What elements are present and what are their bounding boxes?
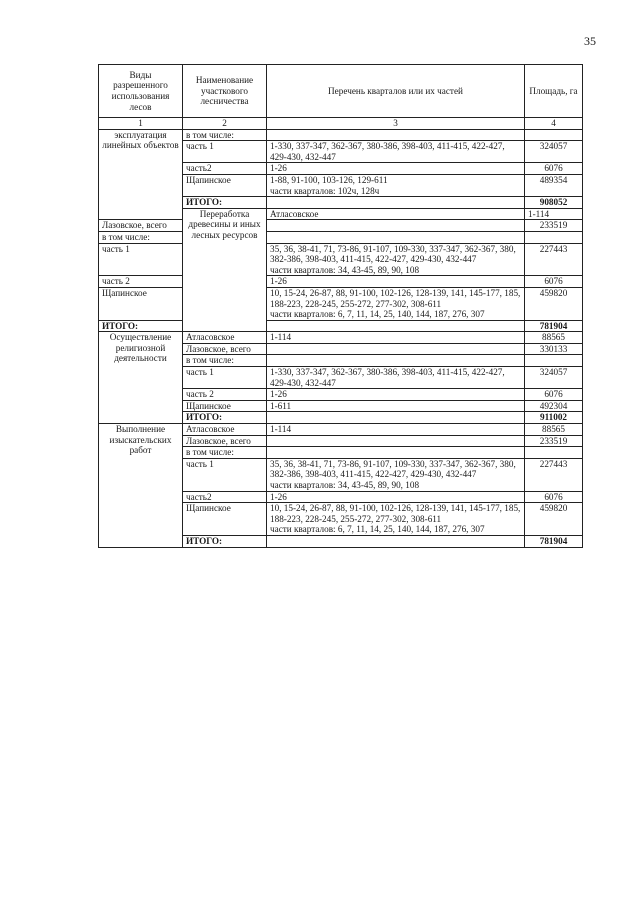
forestry-name-cell: Щапинское — [99, 287, 183, 320]
use-type-cell: эксплуатация линейных объектов — [99, 129, 183, 220]
area-cell: 88565 — [525, 424, 583, 436]
total-label-cell: ИТОГО: — [183, 412, 267, 424]
forestry-name-cell: часть 1 — [99, 243, 183, 276]
table-row — [99, 424, 583, 436]
table-row — [99, 287, 583, 320]
use-type-cell: Переработка древесины и иных лесных ресурсов — [183, 208, 267, 332]
area-cell: 6076 — [525, 491, 583, 503]
total-label-cell: ИТОГО: — [183, 535, 267, 547]
column-number: 1 — [99, 118, 183, 130]
quarters-cell: 1-330, 337-347, 362-367, 380-386, 398-403, 411-415, 422-427, 429-430, 432-447 — [267, 367, 525, 389]
table-row — [99, 243, 583, 276]
forestry-name-cell: Лазовское, всего — [183, 343, 267, 355]
area-cell: 233519 — [525, 435, 583, 447]
area-cell: 6076 — [525, 389, 583, 401]
quarters-cell: 1-114 — [267, 332, 525, 344]
column-number: 3 — [267, 118, 525, 130]
table-row — [99, 231, 583, 243]
quarters-cell: 1-611 — [267, 400, 525, 412]
area-cell: 324057 — [525, 367, 583, 389]
total-label-cell: ИТОГО: — [183, 197, 267, 209]
quarters-cell: 1-88, 91-100, 103-126, 129-611 части кварталов: 102ч, 128ч — [267, 174, 525, 196]
table-row — [99, 332, 583, 344]
table-row — [99, 220, 583, 232]
quarters-cell: 10, 15-24, 26-87, 88, 91-100, 102-126, 128-139, 141, 145-177, 185, 188-223, 228-245, 255-272, 277-302, 308-611 части кварталов: 6, 7, 11, 14, 25, 140, 144, 187, 276, 307 — [267, 503, 525, 536]
forestry-name-cell: Щапинское — [183, 400, 267, 412]
area-cell: 492304 — [525, 400, 583, 412]
forestry-name-cell: Атласовское — [267, 208, 525, 220]
forestry-name-cell: часть 1 — [183, 458, 267, 491]
area-cell: 459820 — [525, 287, 583, 320]
forestry-name-cell: часть2 — [183, 491, 267, 503]
table-header-row — [99, 65, 583, 118]
area-cell: 227443 — [525, 243, 583, 276]
total-label-cell: ИТОГО: — [99, 320, 183, 332]
quarters-cell — [267, 320, 525, 332]
quarters-cell: 35, 36, 38-41, 71, 73-86, 91-107, 109-330, 337-347, 362-367, 380, 382-386, 398-403, 411-415, 422-427, 429-430, 432-447 части кварталов: 34, 43-45, 89, 90, 108 — [267, 243, 525, 276]
table-row — [99, 276, 583, 288]
quarters-cell — [267, 435, 525, 447]
area-cell: 6076 — [525, 163, 583, 175]
total-area-cell: 781904 — [525, 320, 583, 332]
page-number: 35 — [584, 34, 596, 48]
quarters-cell — [267, 412, 525, 424]
forestry-name-cell: Лазовское, всего — [99, 220, 183, 232]
forestry-name-cell: часть2 — [183, 163, 267, 175]
quarters-cell — [267, 220, 525, 232]
area-cell: 233519 — [525, 220, 583, 232]
quarters-cell: 10, 15-24, 26-87, 88, 91-100, 102-126, 128-139, 141, 145-177, 185, 188-223, 228-245, 255-272, 277-302, 308-611 части кварталов: 6, 7, 11, 14, 25, 140, 144, 187, 276, 307 — [267, 287, 525, 320]
area-cell: 459820 — [525, 503, 583, 536]
area-cell: 330133 — [525, 343, 583, 355]
quarters-cell: 1-26 — [267, 163, 525, 175]
quarters-cell — [267, 129, 525, 141]
quarters-cell: 1-114 — [525, 208, 583, 220]
header-quarters-list: Перечень кварталов или их частей — [267, 65, 525, 118]
area-cell — [525, 355, 583, 367]
quarters-cell — [267, 231, 525, 243]
area-cell: 227443 — [525, 458, 583, 491]
area-cell — [525, 129, 583, 141]
quarters-cell: 1-26 — [267, 491, 525, 503]
table-body — [99, 129, 583, 547]
forestry-name-cell: часть 2 — [183, 389, 267, 401]
forestry-name-cell: часть 2 — [99, 276, 183, 288]
quarters-cell — [267, 535, 525, 547]
quarters-cell: 1-114 — [267, 424, 525, 436]
area-cell: 489354 — [525, 174, 583, 196]
quarters-cell: 1-330, 337-347, 362-367, 380-386, 398-403, 411-415, 422-427, 429-430, 432-447 — [267, 141, 525, 163]
table-row-total — [99, 320, 583, 332]
forest-use-table — [98, 64, 583, 548]
column-number-row — [99, 118, 583, 130]
forestry-name-cell: в том числе: — [183, 355, 267, 367]
forestry-name-cell: Атласовское — [183, 332, 267, 344]
use-type-cell: Осуществление религиозной деятельности — [99, 332, 183, 424]
quarters-cell — [267, 343, 525, 355]
table-row — [99, 129, 583, 141]
forestry-name-cell: Атласовское — [183, 424, 267, 436]
quarters-cell: 1-26 — [267, 389, 525, 401]
forestry-name-cell: в том числе: — [183, 129, 267, 141]
header-forestry-name: Наименование участкового лесничества — [183, 65, 267, 118]
area-cell: 324057 — [525, 141, 583, 163]
quarters-cell: 35, 36, 38-41, 71, 73-86, 91-107, 109-330, 337-347, 362-367, 380, 382-386, 398-403, 411-415, 422-427, 429-430, 432-447 части кварталов: 34, 43-45, 89, 90, 108 — [267, 458, 525, 491]
area-cell: 88565 — [525, 332, 583, 344]
header-use-type: Виды разрешенного использования лесов — [99, 65, 183, 118]
quarters-cell — [267, 447, 525, 459]
header-area: Площадь, га — [525, 65, 583, 118]
total-area-cell: 781904 — [525, 535, 583, 547]
area-cell — [525, 447, 583, 459]
forestry-name-cell: часть 1 — [183, 141, 267, 163]
forestry-name-cell: Щапинское — [183, 503, 267, 536]
column-number: 4 — [525, 118, 583, 130]
total-area-cell: 908052 — [525, 197, 583, 209]
quarters-cell: 1-26 — [267, 276, 525, 288]
forestry-name-cell: часть 1 — [183, 367, 267, 389]
column-number: 2 — [183, 118, 267, 130]
area-cell — [525, 231, 583, 243]
area-cell: 6076 — [525, 276, 583, 288]
forestry-name-cell: Лазовское, всего — [183, 435, 267, 447]
quarters-cell — [267, 197, 525, 209]
use-type-cell: Выполнение изыскательских работ — [99, 424, 183, 548]
forestry-name-cell: в том числе: — [183, 447, 267, 459]
quarters-cell — [267, 355, 525, 367]
forestry-name-cell: в том числе: — [99, 231, 183, 243]
total-area-cell: 911002 — [525, 412, 583, 424]
forestry-name-cell: Щапинское — [183, 174, 267, 196]
